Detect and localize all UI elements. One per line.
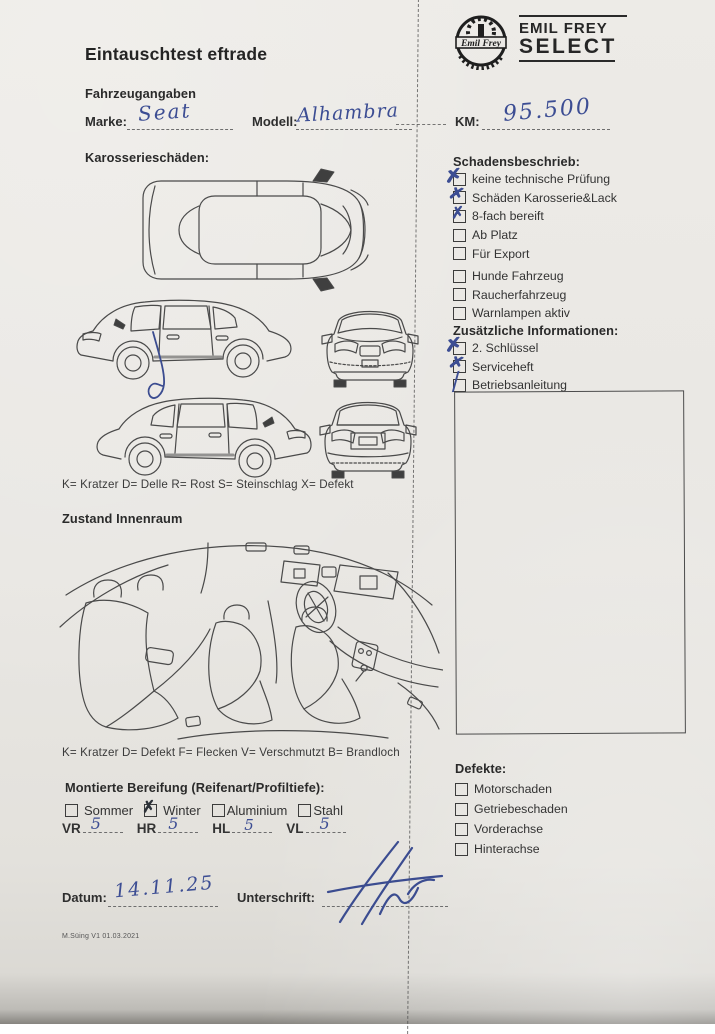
checkbox-icon [453,210,466,223]
section-defects: Defekte: [455,761,506,776]
checkbox-row [453,286,617,305]
checkbox-icon [212,804,225,817]
checkbox-icon [455,823,468,836]
checkbox-row [455,779,568,799]
checkbox-label: Getriebeschaden [474,802,568,816]
km-label: KM: [455,114,480,129]
tread-handwritten-value: 5 [168,814,178,833]
checkbox-label: Motorschaden [474,782,552,796]
interior-sketch-diagram [58,531,443,744]
section-damage-description: Schadensbeschrieb: [453,154,580,169]
checkbox-icon [65,804,78,817]
damage-description-list [453,170,617,323]
tire-option-label: Stahl [313,803,343,818]
checkbox-icon [453,288,466,301]
unterschrift-label: Unterschrift: [237,890,315,905]
checkbox-icon [453,360,466,373]
section-tires: Montierte Bereifung (Reifenart/Profiltiefe): [65,780,325,795]
body-damage-legend: K= Kratzer D= Delle R= Rost S= Steinschlag X= Defekt [62,478,354,491]
car-top-view-diagram [137,166,375,294]
checkbox-label: keine technische Prüfung [472,172,610,186]
section-vehicle-info: Fahrzeugangaben [85,86,196,101]
section-body-damage: Karosserieschäden: [85,150,209,165]
checkbox-row [453,189,617,208]
checkbox-icon [453,342,466,355]
tread-label: VR [62,821,81,836]
checkbox-label: 2. Schlüssel [472,341,538,355]
car-front-view-diagram [318,300,422,390]
modell-label: Modell: [252,114,298,129]
tread-depth-field [137,821,199,836]
car-side-view-left-diagram [73,291,303,395]
checkbox-label: Schäden Karosserie&Lack [472,191,617,205]
tread-depth-row [62,821,346,836]
checkbox-label: Serviceheft [472,360,534,374]
tire-options-row [65,801,343,820]
checkbox-icon [455,783,468,796]
additional-info-list [453,339,567,395]
km-line [482,129,610,130]
signature [312,836,452,928]
car-rear-view-diagram [315,391,421,483]
brand-line1: EMIL FREY [519,20,627,37]
checkbox-icon [453,173,466,186]
tread-handwritten-value: 5 [244,816,254,834]
notes-box [454,390,686,734]
page-title: Eintauschtest eftrade [85,44,267,65]
checkbox-row [453,244,617,263]
tread-handwritten-value: 5 [91,814,101,833]
checkbox-row [453,267,617,286]
checkbox-label: Hinterachse [474,842,540,856]
checkbox-icon [453,229,466,242]
checkbox-icon [453,307,466,320]
checkbox-row [453,207,617,226]
svg-text:Emil Frey: Emil Frey [460,39,502,49]
checkbox-icon [453,270,466,283]
checkbox-row [455,799,568,819]
tire-option-label: Aluminium [227,803,288,818]
checkbox-label: Betriebsanleitung [472,378,567,392]
tire-option-label: Sommer [84,803,133,818]
checkbox-row [453,339,567,358]
checkbox-row [455,839,568,859]
tread-label: VL [286,821,303,836]
checkbox-row [453,226,617,245]
checkbox-label: Vorderachse [474,822,543,836]
checkbox-icon [453,379,466,392]
checkbox-label: 8-fach bereift [472,209,544,223]
modell-line [296,129,412,130]
checkbox-icon [298,804,311,817]
checkbox-icon [455,803,468,816]
section-additional-info: Zusätzliche Informationen: [453,323,618,338]
checkbox-icon [144,804,157,817]
checkbox-row [453,170,617,189]
checkbox-row [455,819,568,839]
datum-label: Datum: [62,890,107,905]
tread-label: HL [212,821,230,836]
checkbox-row [453,358,567,377]
checkbox-label: Warnlampen aktiv [472,306,570,320]
tire-option-label: Winter [163,803,201,818]
tread-label: HR [137,821,157,836]
checkbox-label: Raucherfahrzeug [472,288,566,302]
interior-legend: K= Kratzer D= Defekt F= Flecken V= Verschmutzt B= Brandloch [62,746,400,759]
checkbox-label: Hunde Fahrzeug [472,269,564,283]
tread-depth-field [286,821,345,836]
defects-list [455,779,568,859]
section-interior: Zustand Innenraum [62,511,182,526]
tread-depth-field [62,821,123,836]
checkbox-icon [455,843,468,856]
checkbox-label: Für Export [472,247,529,261]
marke-label: Marke: [85,114,127,129]
tread-depth-field [212,821,272,836]
checkbox-icon [453,247,466,260]
marke-handwritten-value: Seat [137,98,192,126]
datum-line [108,906,218,907]
datum-handwritten-value: 14.11.25 [113,872,215,903]
km-handwritten-value: 95.500 [502,94,593,127]
car-side-view-right-diagram [80,393,315,489]
emil-frey-wordmark [519,15,627,62]
brand-line2: SELECT [519,37,627,57]
marke-line [127,129,233,130]
checkbox-label: Ab Platz [472,228,518,242]
checkbox-row [453,304,617,323]
tread-handwritten-value: 5 [320,814,330,833]
emil-frey-badge-icon [452,12,510,75]
checkbox-icon [453,191,466,204]
fold-cross-mark [396,124,446,125]
modell-handwritten-value: Alhambra [296,99,399,126]
form-version-note: M.Süing V1 01.03.2021 [62,933,139,940]
